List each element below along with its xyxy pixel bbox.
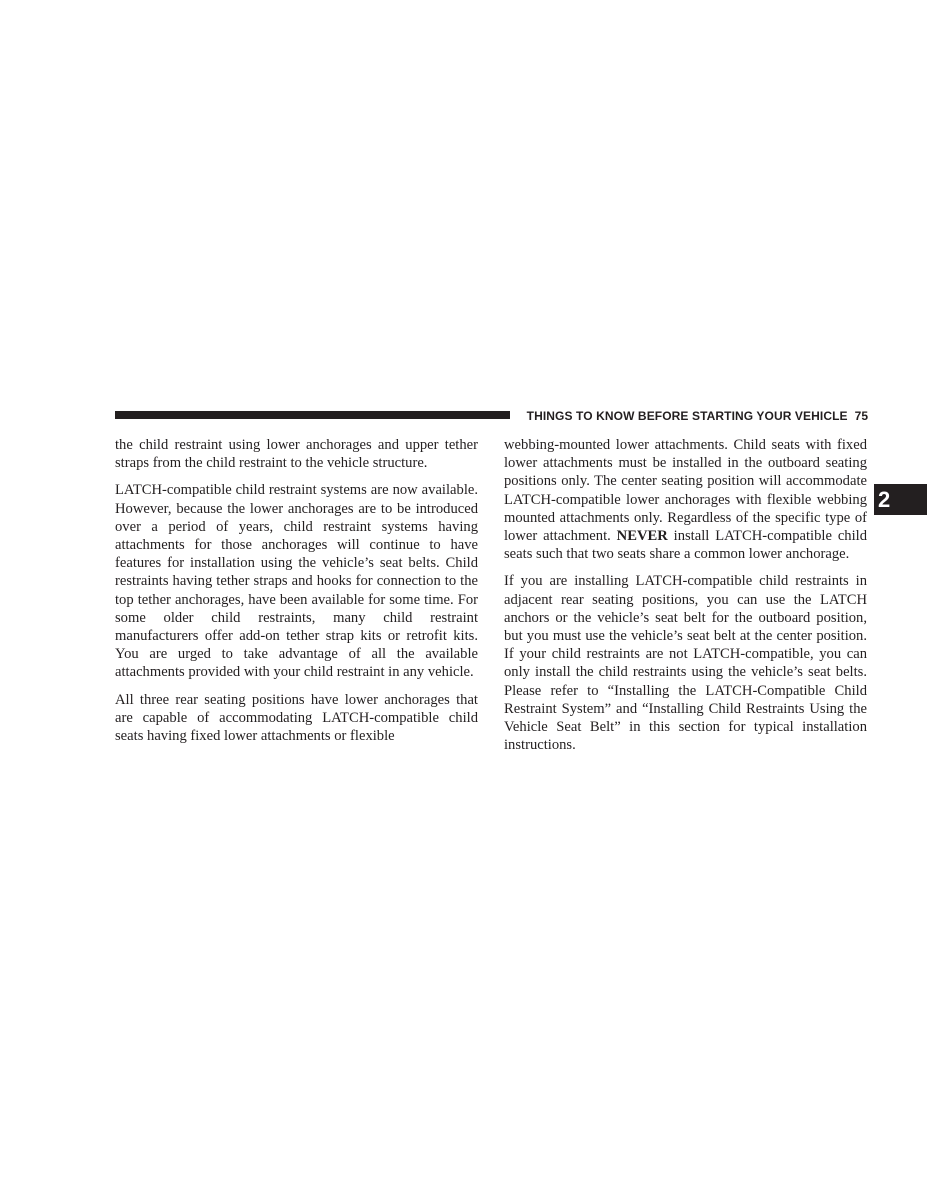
page-number: 75 <box>854 409 868 423</box>
paragraph: the child restraint using lower anchorages and upper tether straps from the child restraint to the vehicle structure. <box>115 437 478 472</box>
emphasis-never: NEVER <box>616 528 668 545</box>
left-column <box>115 436 478 745</box>
paragraph-text: webbing-mounted lower attachments. Child seats with fixed lower attachments must be installed in the outboard seating positions only. The center seating position will accommodate LATCH-compatible lower anchorages with flexible webbing mounted attachments only. Regardless of the specific type of lower attachment. <box>504 437 867 545</box>
paragraph <box>504 436 867 563</box>
paragraph-text: install LATCH-compatible child seats such that two seats share a common lower anchorage. <box>504 528 867 563</box>
header-title: THINGS TO KNOW BEFORE STARTING YOUR VEHICLE <box>526 409 848 423</box>
chapter-tab: 2 <box>874 484 927 515</box>
paragraph: LATCH-compatible child restraint systems are now available. However, because the lower anchorages are to be introduced over a period of years, child restraint systems having attachments for those anchorages will continue to have features for installation using the vehicle’s seat belts. Child restraints having tether straps and hooks for connection to the top tether anchorages, have been available for some time. For some older child restraints, many child restraint manufacturers offer add-on tether strap kits or retrofit kits. You are urged to take advantage of all the available attachments provided with your child restraint in any vehicle. <box>115 482 478 681</box>
right-column <box>504 436 867 754</box>
paragraph: All three rear seating positions have lower anchorages that are capable of accommodating LATCH-compatible child seats having fixed lower attachments or flexible <box>115 691 478 745</box>
header-rule <box>115 411 510 419</box>
running-header <box>518 407 868 425</box>
paragraph: If you are installing LATCH-compatible child restraints in adjacent rear seating positions, you can use the LATCH anchors or the vehicle’s seat belt for the outboard position, but you must use the vehicle’s seat belt at the center position. If your child restraints are not LATCH-compatible, you can only install the child restraints using the vehicle’s seat belts. Please refer to “Installing the LATCH-Compatible Child Restraint System” and “Installing Child Restraints Using the Vehicle Seat Belt” in this section for typical installation instructions. <box>504 573 867 754</box>
